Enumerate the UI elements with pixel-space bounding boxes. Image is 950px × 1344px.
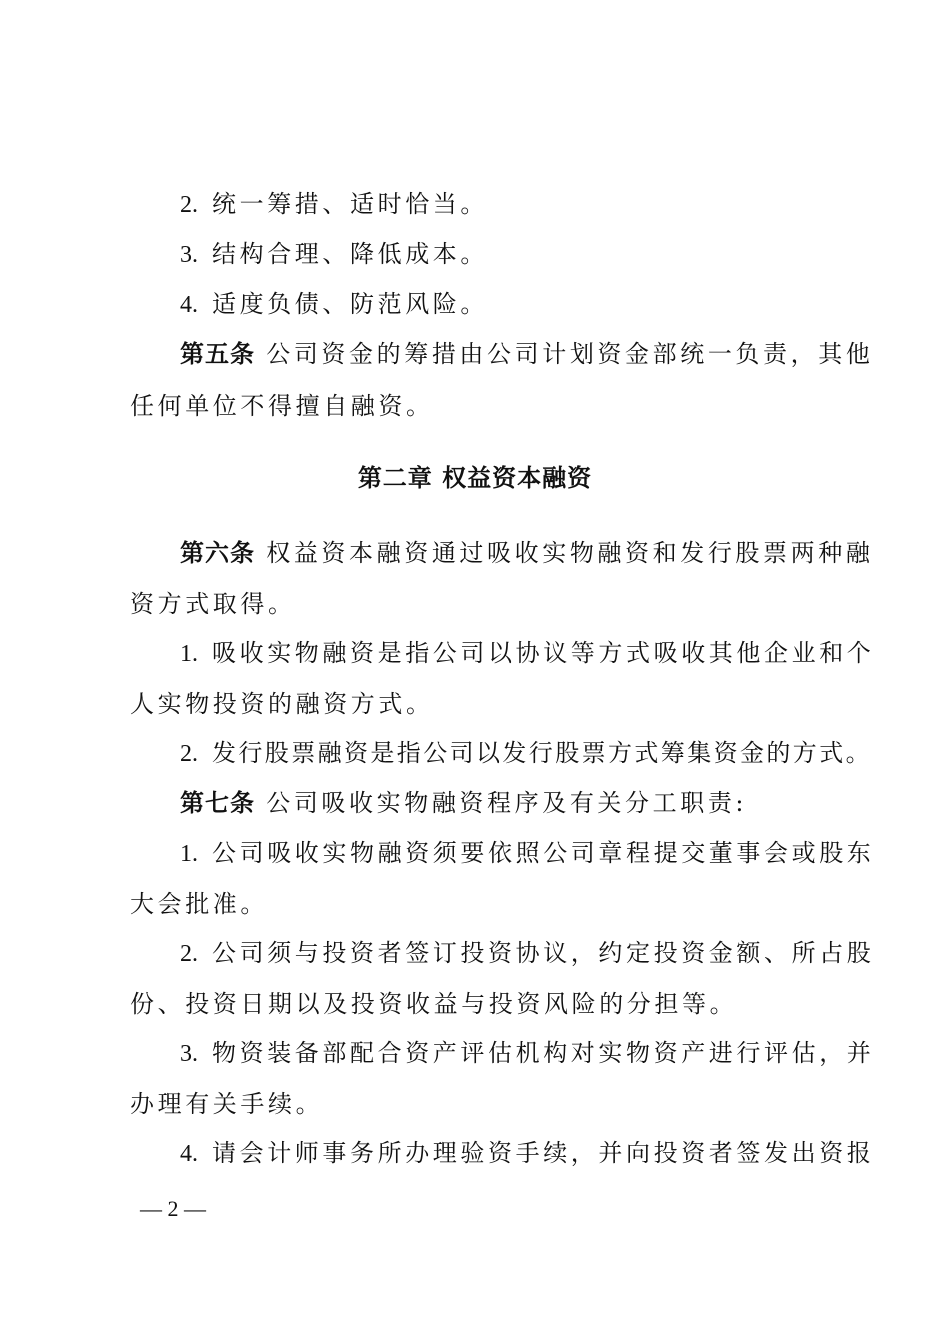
item-text: 适度负债、防范风险。 bbox=[212, 290, 488, 318]
article-6 bbox=[180, 537, 900, 569]
item-number: 4. bbox=[180, 1141, 198, 1167]
list-item bbox=[180, 288, 900, 321]
article-title: 第六条 bbox=[180, 539, 255, 567]
list-item bbox=[180, 837, 900, 870]
list-item bbox=[180, 637, 900, 670]
article-title: 第五条 bbox=[180, 340, 255, 368]
list-item bbox=[180, 188, 900, 221]
item-text: 请会计师事务所办理验资手续，并向投资者签发出资报 bbox=[212, 1139, 875, 1167]
article-text: 公司吸收实物融资程序及有关分工职责: bbox=[266, 789, 748, 817]
chapter-heading: 第二章 权益资本融资 bbox=[357, 464, 593, 492]
paragraph-line: 资方式取得。 bbox=[130, 590, 296, 618]
article-text: 公司资金的筹措由公司计划资金部统一负责，其他 bbox=[266, 340, 874, 368]
item-text: 物资装备部配合资产评估机构对实物资产进行评估，并 bbox=[212, 1039, 875, 1067]
item-number: 4. bbox=[180, 292, 198, 318]
item-number: 3. bbox=[180, 242, 198, 268]
paragraph-line: 任何单位不得擅自融资。 bbox=[130, 392, 434, 420]
item-text: 结构合理、降低成本。 bbox=[212, 240, 488, 268]
article-7 bbox=[180, 787, 900, 819]
item-number: 1. bbox=[180, 841, 198, 867]
item-text: 公司须与投资者签订投资协议，约定投资金额、所占股 bbox=[212, 939, 875, 967]
item-text: 吸收实物融资是指公司以协议等方式吸收其他企业和个 bbox=[212, 639, 875, 667]
item-text: 统一筹措、适时恰当。 bbox=[212, 190, 488, 218]
article-title: 第七条 bbox=[180, 789, 255, 817]
page-number: — 2 — bbox=[140, 1196, 206, 1221]
item-number: 2. bbox=[180, 741, 198, 767]
paragraph-line: 大会批准。 bbox=[130, 890, 268, 918]
list-item bbox=[180, 238, 900, 271]
paragraph-line: 份、投资日期以及投资收益与投资风险的分担等。 bbox=[130, 990, 738, 1018]
list-item bbox=[180, 737, 900, 770]
item-number: 1. bbox=[180, 641, 198, 667]
paragraph-line: 人实物投资的融资方式。 bbox=[130, 690, 434, 718]
list-item bbox=[180, 1037, 900, 1070]
paragraph-line: 办理有关手续。 bbox=[130, 1090, 324, 1118]
list-item bbox=[180, 1137, 900, 1170]
article-5 bbox=[180, 338, 900, 370]
article-text: 权益资本融资通过吸收实物融资和发行股票两种融 bbox=[266, 539, 874, 567]
list-item bbox=[180, 937, 900, 970]
item-number: 2. bbox=[180, 192, 198, 218]
item-number: 3. bbox=[180, 1041, 198, 1067]
item-text: 公司吸收实物融资须要依照公司章程提交董事会或股东 bbox=[212, 839, 875, 867]
item-text: 发行股票融资是指公司以发行股票方式筹集资金的方式。 bbox=[212, 739, 872, 767]
item-number: 2. bbox=[180, 941, 198, 967]
